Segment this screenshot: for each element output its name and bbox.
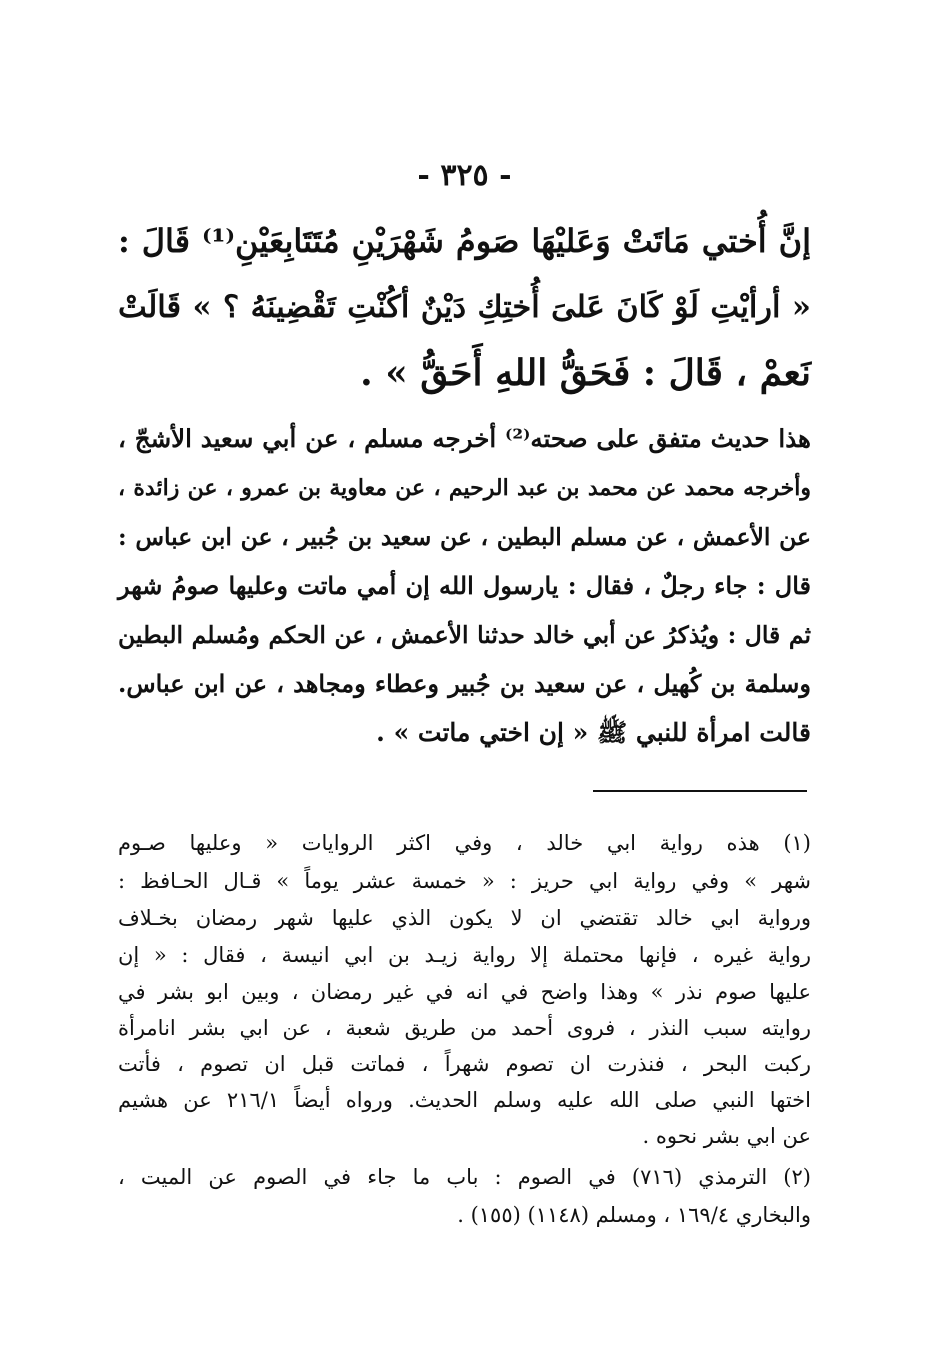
commentary-line: وأخرجه محمد عن محمد بن عبد الرحيم ، عن معاوية بن عمرو ، عن زائدة ، [118, 475, 811, 501]
page-number: - ٣٢٥ - [417, 158, 512, 193]
commentary-line: ثم قال : ويُذكرُ عن أبي خالد حدثنا الأعمش ، عن الحكم ومُسلم البطين [118, 621, 811, 649]
hadith-line: إنَّ أُختي مَاتَتْ وَعَليْهَا صَومُ شَهْرَيْنِ مُتَتَابِعَيْنِ⁽¹⁾ قَالَ : [118, 222, 812, 260]
commentary-line: وسلمة بن كُهيل ، عن سعيد بن جُبير وعطاء ومجاهد ، عن ابن عباس. [118, 669, 811, 698]
footnote-line: (١) هذه رواية ابي خالد ، وفي اكثر الروايات « وعليها صـوم [118, 831, 811, 855]
commentary-line: قالت امرأة للنبي ﷺ « إن اختي ماتت » . [376, 718, 811, 747]
hadith-line: « أرأيْتِ لَوْ كَانَ عَلىَ أُختِكِ دَيْنٌ أكُنْتِ تَقْضِينَهُ ؟ » قَالَتْ [118, 289, 811, 325]
footnote-line: ورواية ابي خالد تقتضي ان لا يكون الذي عليها شهر رمضان بخـلاف [118, 906, 811, 930]
footnote-line: عن ابي بشر نحوه . [642, 1124, 811, 1148]
footnote-line: روايته سبب النذر ، فروى أحمد من طريق شعبة ، عن ابي بشر انامرأة [118, 1016, 811, 1040]
commentary-line: عن الأعمش ، عن مسلم البطين ، عن سعيد بن جُبير ، عن ابن عباس : [118, 523, 811, 551]
hadith-line: نَعمْ ، قَالَ : فَحَقُّ اللهِ أَحَقُّ » . [360, 352, 811, 394]
footnote-line: اختها النبي صلى الله عليه وسلم الحديث. ورواه أيضاً ٢١٦/١ عن هشيم [118, 1088, 811, 1112]
footnote-line: (٢) الترمذي (٧١٦) في الصوم : باب ما جاء في الصوم عن الميت ، [118, 1165, 811, 1189]
footnote-line: شهر » وفي رواية ابي حريز : « خمسة عشر يوماً » قـال الحـافظ : [118, 869, 811, 893]
commentary-line: قال : جاء رجلٌ ، فقال : يارسول الله إن أمي ماتت وعليها صومُ شهر [118, 571, 812, 600]
footnote-line: ركبت البحر ، فنذرت ان تصوم شهراً ، فماتت قبل ان تصوم ، فأتت [118, 1052, 811, 1076]
footnote-line: رواية غيره ، فإنها محتملة إلا رواية زيـد بن ابي انيسة ، فقال : « إن [118, 943, 811, 967]
footnote-line: عليها صوم نذر » وهذا واضح في انه في غير رمضان ، وبين ابو بشر في [118, 980, 811, 1004]
commentary-line: هذا حديث متفق على صحته⁽²⁾ أخرجه مسلم ، عن أبي سعيد الأشجّ ، [118, 424, 811, 453]
footnote-separator [593, 790, 807, 792]
footnote-line: والبخاري ١٦٩/٤ ، ومسلم (١١٤٨) (١٥٥) . [457, 1203, 811, 1227]
